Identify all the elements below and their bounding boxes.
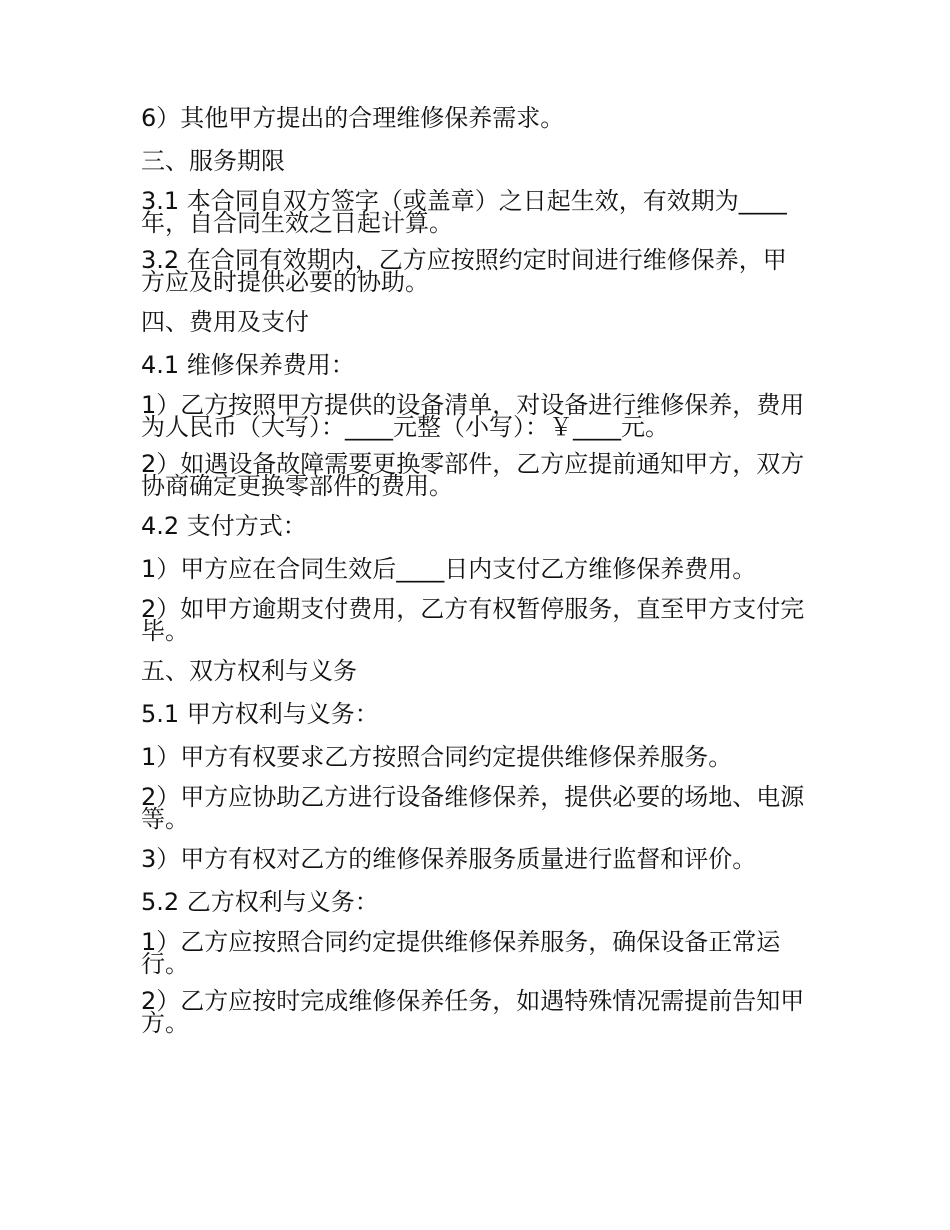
clause-5-2: 5.2 乙方权利与义务： [141, 888, 379, 916]
clause-4-1-1: 1）乙方按照甲方提供的设备清单，对设备进行维修保养，费用为人民币（大写）：____元整（小写）：￥____元。 [141, 391, 805, 441]
clause-4-2-2: 2）如甲方逾期支付费用，乙方有权暂停服务，直至甲方支付完毕。 [141, 595, 805, 645]
clause-5-1-2: 2）甲方应协助乙方进行设备维修保养，提供必要的场地、电源等。 [141, 783, 805, 833]
clause-5-1: 5.1 甲方权利与义务： [141, 700, 379, 728]
clause-3-2: 3.2 在合同有效期内，乙方应按照约定时间进行维修保养，甲方应及时提供必要的协助。 [141, 246, 787, 296]
clause-4-2: 4.2 支付方式： [141, 512, 307, 540]
clause-5-2-2: 2）乙方应按时完成维修保养任务，如遇特殊情况需提前告知甲方。 [141, 987, 805, 1037]
clause-4-1-2: 2）如遇设备故障需要更换零部件，乙方应提前通知甲方，双方协商确定更换零部件的费用。 [141, 450, 805, 500]
clause-4-2-1: 1）甲方应在合同生效后____日内支付乙方维修保养费用。 [141, 555, 757, 583]
document-body [141, 104, 806, 1049]
clause-5-2-1: 1）乙方应按照合同约定提供维修保养服务，确保设备正常运行。 [141, 928, 781, 978]
clause-5-1-1: 1）甲方有权要求乙方按照合同约定提供维修保养服务。 [141, 743, 733, 771]
section-heading-5: 五、双方权利与义务 [141, 657, 357, 685]
section-heading-3: 三、服务期限 [141, 147, 285, 175]
clause-3-1: 3.1 本合同自双方签字（或盖章）之日起生效，有效期为____年，自合同生效之日起计算。 [141, 187, 787, 237]
clause-4-1: 4.1 维修保养费用： [141, 351, 355, 379]
clause-2-6: 6）其他甲方提出的合理维修保养需求。 [141, 104, 565, 132]
clause-5-1-3: 3）甲方有权对乙方的维修保养服务质量进行监督和评价。 [141, 845, 757, 873]
section-heading-4: 四、费用及支付 [141, 308, 309, 336]
